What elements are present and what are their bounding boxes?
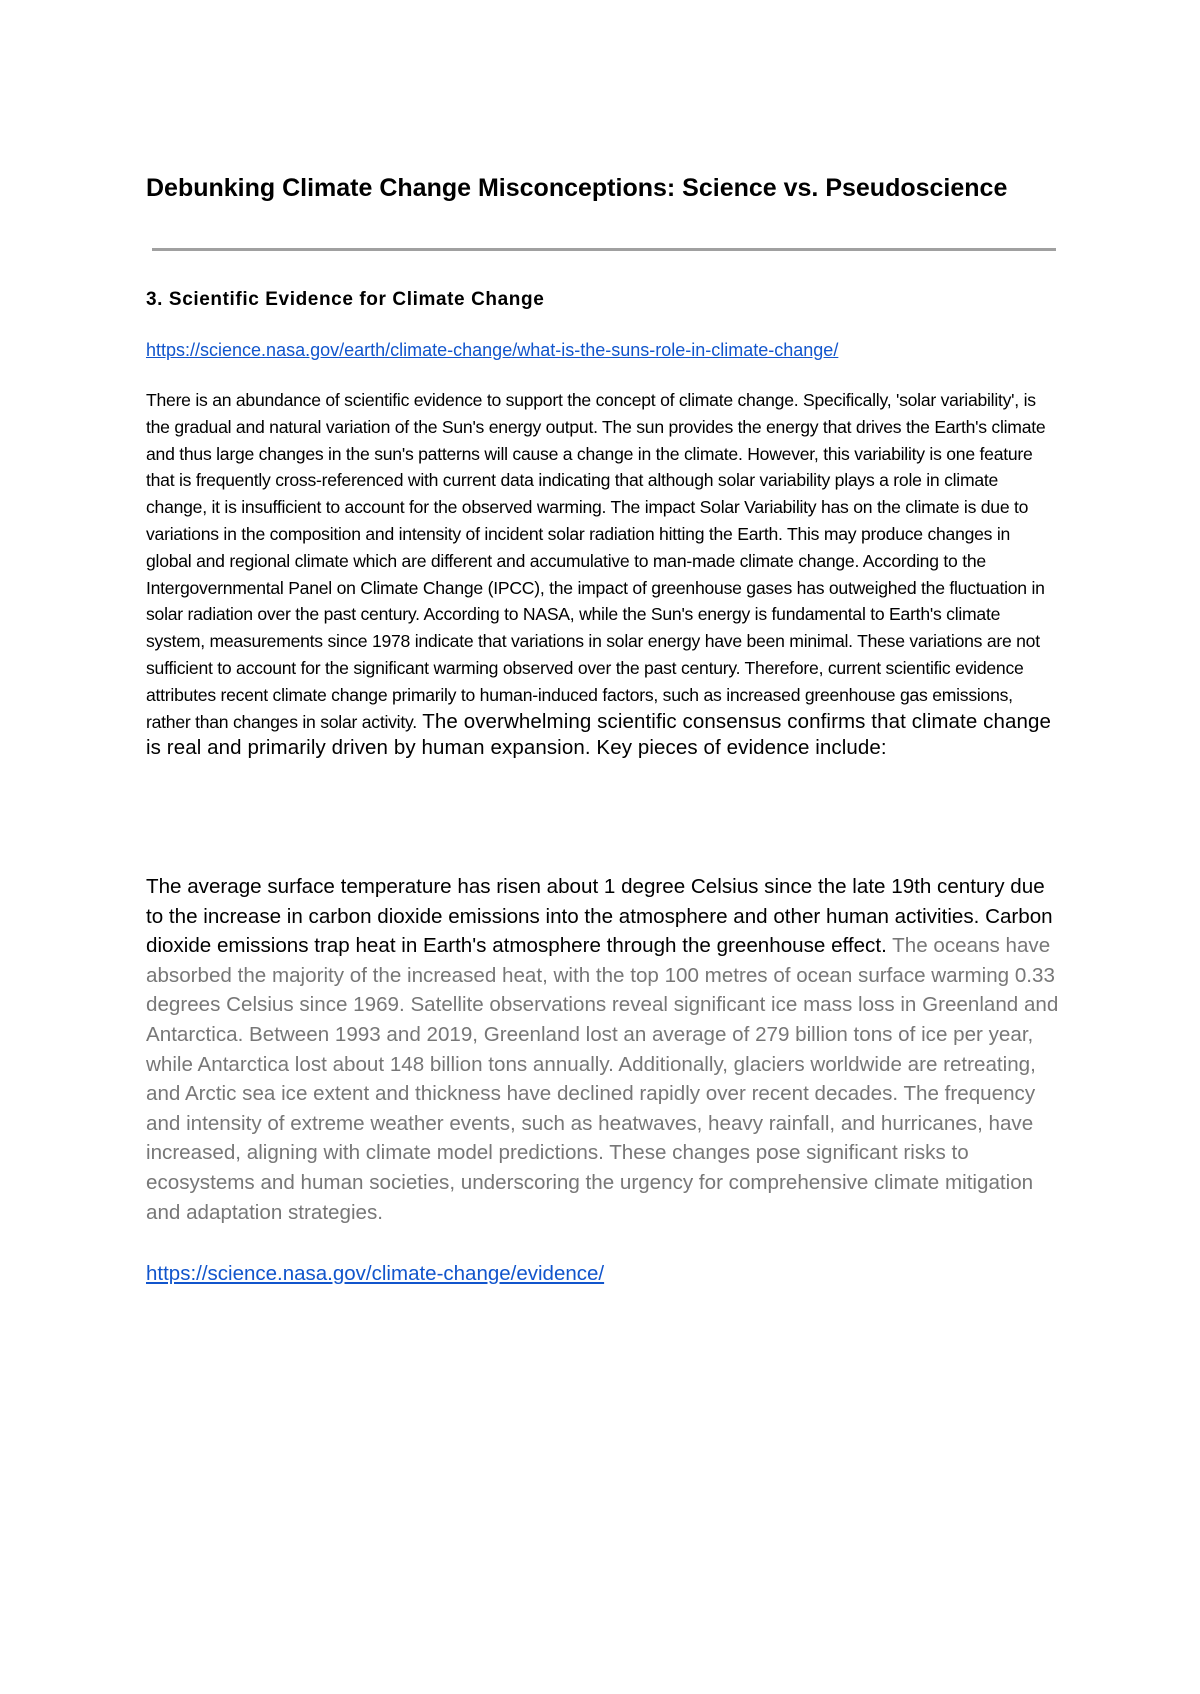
paragraph-consensus-text: The overwhelming scientific consensus confirms that climate change is real and primarily driven by human expansion. Key pieces of evidence include:	[146, 709, 1051, 760]
section-heading: 3. Scientific Evidence for Climate Change	[146, 289, 545, 310]
paragraph-solar-variability-text: There is an abundance of scientific evidence to support the concept of climate change. Specifically, 'solar variability', is the gradual and natural variation of the Sun's energy output. The sun provides the energy that drives the Earth's climate and thus large changes in the sun's patterns will cause a change in the climate. However, this variability is one feature that is frequently cross-referenced with current data indicating that although solar variability plays a role in climate change, it is insufficient to account for the observed warming. The impact Solar Variability has on the climate is due to variations in the composition and intensity of incident solar radiation hitting the Earth. This may produce changes in global and regional climate which are different and accumulative to man-made climate change. According to the Intergovernmental Panel on Climate Change (IPCC), the impact of greenhouse gases has outweighed the fluctuation in solar radiation over the past century. According to NASA, while the Sun's energy is fundamental to Earth's climate system, measurements since 1978 indicate that variations in solar energy have been minimal. These variations are not sufficient to account for the significant warming observed over the past century. Therefore, current scientific evidence attributes recent climate change primarily to human-induced factors, such as increased greenhouse gas emissions, rather than changes in solar activity.	[146, 390, 1046, 732]
paragraph-key-evidence	[146, 872, 1060, 1227]
source-link-evidence[interactable]: https://science.nasa.gov/climate-change/evidence/	[146, 1262, 605, 1285]
source-link-suns-role[interactable]: https://science.nasa.gov/earth/climate-change/what-is-the-suns-role-in-climate-change/	[146, 340, 839, 360]
paragraph-temperature-text: The average surface temperature has risen about 1 degree Celsius since the late 19th century due to the increase in carbon dioxide emissions into the atmosphere and other human activities. Carbon dioxide emissions trap heat in Earth's atmosphere through the greenhouse effect.	[146, 875, 1053, 958]
paragraph-oceans-ice-text: The oceans have absorbed the majority of the increased heat, with the top 100 metres of ocean surface warming 0.33 degrees Celsius since 1969. Satellite observations reveal significant ice mass loss in Greenland and Antarctica. Between 1993 and 2019, Greenland lost an average of 279 billion tons of ice per year, while Antarctica lost about 148 billion tons annually. Additionally, glaciers worldwide are retreating, and Arctic sea ice extent and thickness have declined rapidly over recent decades. The frequency and intensity of extreme weather events, such as heatwaves, heavy rainfall, and hurricanes, have increased, aligning with climate model predictions. These changes pose significant risks to ecosystems and human societies, underscoring the urgency for comprehensive climate mitigation and adaptation strategies.	[146, 934, 1059, 1224]
paragraph-solar-variability	[146, 387, 1060, 762]
horizontal-divider	[152, 248, 1056, 251]
document-title: Debunking Climate Change Misconceptions: Science vs. Pseudoscience	[146, 174, 1008, 202]
